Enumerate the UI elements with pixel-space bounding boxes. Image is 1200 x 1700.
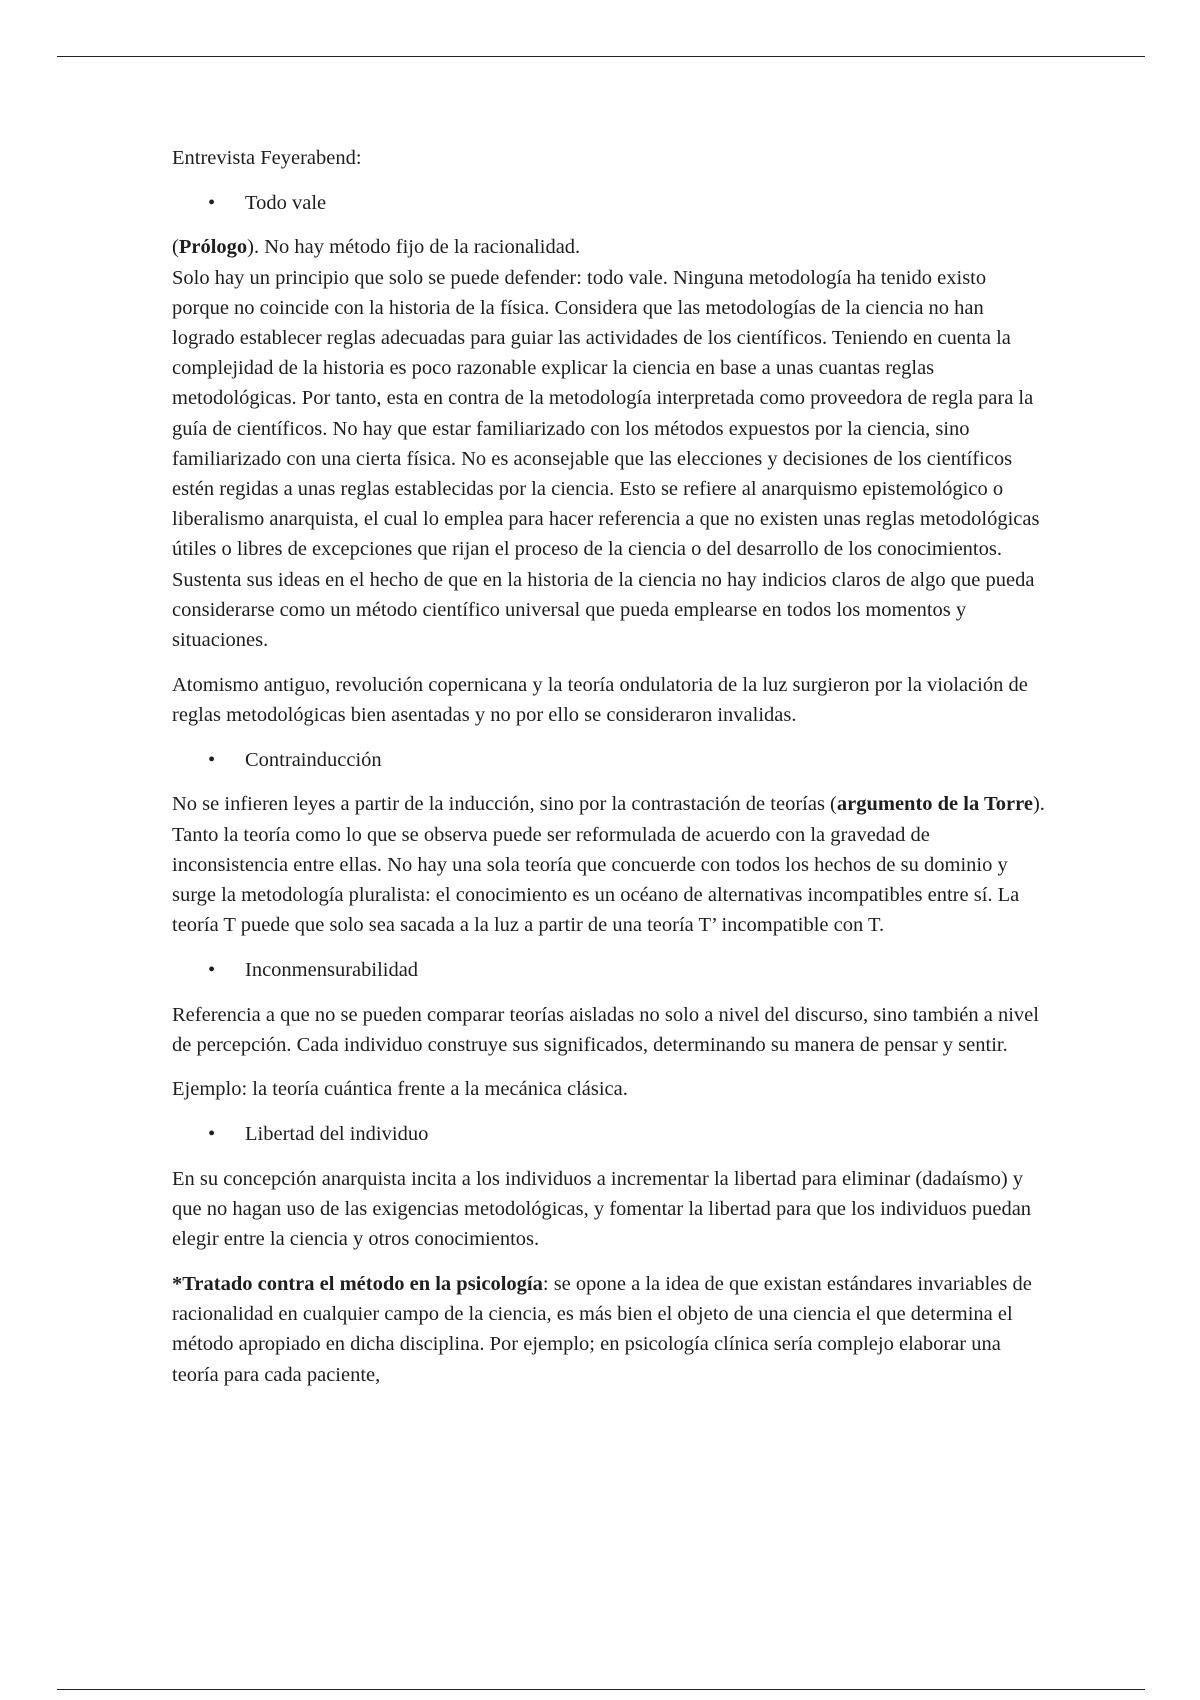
page-bottom-rule bbox=[57, 1689, 1145, 1690]
bullet-item-todo-vale bbox=[172, 188, 1047, 218]
bullet-label: Libertad del individuo bbox=[245, 1123, 429, 1146]
paragraph-libertad: En su concepción anarquista incita a los individuos a incrementar la libertad para eliminar (dadaísmo) y que no hagan uso de las exigencias metodológicas, y fomentar la libertad para que los individuos puedan elegir entre la ciencia y otros conocimientos. bbox=[172, 1167, 1032, 1251]
bullet-icon: • bbox=[208, 748, 216, 771]
paragraph-ejemplo: Ejemplo: la teoría cuántica frente a la mecánica clásica. bbox=[172, 1078, 628, 1101]
document-body bbox=[172, 143, 1047, 1404]
bullet-icon: • bbox=[208, 191, 216, 214]
paragraph-atomismo: Atomismo antiguo, revolución copernicana y la teoría ondulatoria de la luz surgieron por la violación de reglas metodológicas bien asentadas y no por ello se consideraron invalidas. bbox=[172, 673, 1028, 726]
bullet-item-contrainduccion bbox=[172, 745, 1047, 775]
bold-argumento-torre: argumento de la Torre bbox=[836, 793, 1033, 816]
bullet-item-inconmensurabilidad bbox=[172, 955, 1047, 985]
page-top-rule bbox=[57, 56, 1145, 57]
bold-prologo: Prólogo bbox=[178, 236, 248, 259]
paragraph-tratado: *Tratado contra el método en la psicología: se opone a la idea de que existan estándares invariables de racionalidad en cualquier campo de la ciencia, es más bien el objeto de una ciencia el que determina el método apropiado en dicha disciplina. Por ejemplo; en psicología clínica sería complejo elaborar una teoría para cada paciente, bbox=[172, 1273, 1032, 1386]
paragraph-todo-vale: Solo hay un principio que solo se puede defender: todo vale. Ninguna metodología ha tenido existo porque no coincide con la historia de la física. Considera que las metodologías de la ciencia no han logrado establecer reglas adecuadas para guiar las actividades de los científicos. Teniendo en cuenta la complejidad de la historia es poco razonable explicar la ciencia en base a unas cuantas reglas metodológicas. Por tanto, esta en contra de la metodología interpretada como proveedora de regla para la guía de científicos. No hay que estar familiarizado con los métodos expuestos por la ciencia, sino familiarizado con una cierta física. No es aconsejable que las elecciones y decisiones de los científicos estén regidas a unas reglas establecidas por la ciencia. Esto se refiere al anarquismo epistemológico o liberalismo anarquista, el cual lo emplea para hacer referencia a que no existen unas reglas metodológicas útiles o libres de excepciones que rijan el proceso de la ciencia o del desarrollo de los conocimientos. Sustenta sus ideas en el hecho de que en la historia de la ciencia no hay indicios claros de algo que pueda considerarse como un método científico universal que pueda emplearse en todos los momentos y situaciones. bbox=[172, 266, 1040, 652]
bold-tratado: *Tratado contra el método en la psicología bbox=[172, 1273, 543, 1295]
bullet-label: Contrainducción bbox=[245, 748, 382, 771]
bullet-item-libertad bbox=[172, 1119, 1047, 1149]
document-heading: Entrevista Feyerabend: bbox=[172, 147, 362, 169]
bullet-label: Todo vale bbox=[245, 191, 327, 214]
paragraph-prologo: (Prólogo). No hay método fijo de la racionalidad. bbox=[172, 236, 581, 259]
bullet-icon: • bbox=[208, 958, 216, 981]
bullet-icon: • bbox=[208, 1123, 216, 1146]
paragraph-inconmensurabilidad: Referencia a que no se pueden comparar teorías aisladas no solo a nivel del discurso, sino también a nivel de percepción. Cada individuo construye sus significados, determinando su manera de pensar y sentir. bbox=[172, 1003, 1039, 1056]
bullet-label: Inconmensurabilidad bbox=[245, 958, 419, 981]
paragraph-contrainduccion: No se infieren leyes a partir de la inducción, sino por la contrastación de teorías (argumento de la Torre). Tanto la teoría como lo que se observa puede ser reformulada de acuerdo con la gravedad de inconsistencia entre ellas. No hay una sola teoría que concuerde con todos los hechos de su dominio y surge la metodología pluralista: el conocimiento es un océano de alternativas incompatibles entre sí. La teoría T puede que solo sea sacada a la luz a partir de una teoría T’ incompatible con T. bbox=[172, 793, 1045, 937]
